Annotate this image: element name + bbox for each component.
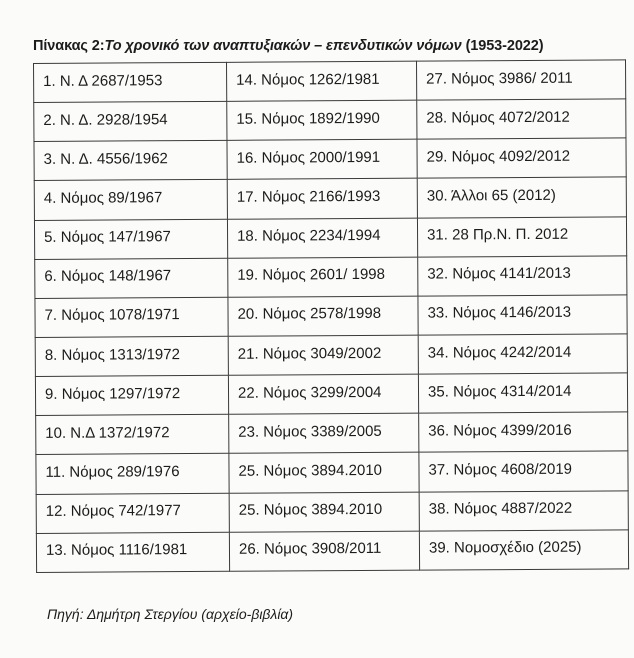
table-cell: 8. Νόμος 1313/1972 bbox=[35, 336, 228, 376]
laws-table bbox=[33, 59, 629, 573]
table-row bbox=[36, 412, 628, 455]
table-cell: 39. Νομοσχέδιο (2025) bbox=[419, 530, 628, 571]
table-cell: 13. Νόμος 1116/1981 bbox=[36, 532, 229, 572]
table-cell: 17. Νόμος 2166/1993 bbox=[227, 179, 417, 219]
table-cell: 10. Ν.Δ 1372/1972 bbox=[36, 415, 229, 455]
table-cell: 18. Νόμος 2234/1994 bbox=[227, 218, 417, 258]
table-row bbox=[35, 373, 627, 416]
table-cell: 11. Νόμος 289/1976 bbox=[36, 454, 229, 494]
table-cell: 28. Νόμος 4072/2012 bbox=[417, 99, 626, 139]
table-cell: 25. Νόμος 3894.2010 bbox=[229, 453, 419, 493]
source-note: Πηγή: Δημήτρη Στεργίου (αρχείο-βιβλία) bbox=[47, 606, 294, 622]
table-cell: 37. Νόμος 4608/2019 bbox=[419, 451, 628, 491]
table-cell: 5. Νόμος 147/1967 bbox=[34, 219, 227, 259]
table-cell: 20. Νόμος 2578/1998 bbox=[228, 296, 418, 336]
table-cell: 14. Νόμος 1262/1981 bbox=[226, 61, 416, 101]
table-cell: 30. Άλλοι 65 (2012) bbox=[417, 177, 626, 217]
table-cell: 4. Νόμος 89/1967 bbox=[34, 180, 227, 220]
table-cell: 33. Νόμος 4146/2013 bbox=[418, 295, 627, 335]
table-row bbox=[35, 256, 627, 299]
table-cell: 32. Νόμος 4141/2013 bbox=[418, 256, 627, 296]
laws-table-body bbox=[34, 60, 629, 573]
table-cell: 21. Νόμος 3049/2002 bbox=[228, 335, 418, 375]
table-row bbox=[36, 530, 628, 573]
table-row bbox=[35, 295, 627, 338]
table-cell: 26. Νόμος 3908/2011 bbox=[229, 531, 419, 571]
table-caption bbox=[33, 38, 623, 54]
table-cell: 1. Ν. Δ 2687/1953 bbox=[34, 62, 227, 102]
table-cell: 12. Νόμος 742/1977 bbox=[36, 493, 229, 533]
table-cell: 34. Νόμος 4242/2014 bbox=[418, 334, 627, 374]
table-cell: 19. Νόμος 2601/ 1998 bbox=[228, 257, 418, 297]
table-row bbox=[34, 177, 626, 220]
table-cell: 29. Νόμος 4092/2012 bbox=[417, 138, 626, 178]
caption-years: (1953-2022) bbox=[465, 38, 544, 54]
table-cell: 2. Ν. Δ. 2928/1954 bbox=[34, 101, 227, 141]
table-row bbox=[36, 490, 628, 533]
table-row bbox=[34, 138, 626, 181]
table-row bbox=[36, 451, 628, 494]
table-cell: 22. Νόμος 3299/2004 bbox=[228, 374, 418, 414]
table-row bbox=[34, 99, 626, 142]
caption-title: Το χρονικό των αναπτυξιακών – επενδυτικών νόμων bbox=[104, 38, 462, 54]
table-row bbox=[34, 216, 626, 259]
table-cell: 35. Νόμος 4314/2014 bbox=[418, 373, 627, 413]
table-cell: 15. Νόμος 1892/1990 bbox=[227, 100, 417, 140]
table-cell: 6. Νόμος 148/1967 bbox=[35, 258, 228, 298]
table-cell: 3. Ν. Δ. 4556/1962 bbox=[34, 141, 227, 181]
table-row bbox=[34, 60, 626, 103]
table-row bbox=[35, 334, 627, 377]
table-cell: 25. Νόμος 3894.2010 bbox=[229, 492, 419, 532]
caption-label: Πίνακας 2: bbox=[33, 38, 105, 54]
table-cell: 16. Νόμος 2000/1991 bbox=[227, 139, 417, 179]
table-cell: 27. Νόμος 3986/ 2011 bbox=[416, 60, 625, 100]
table-cell: 36. Νόμος 4399/2016 bbox=[419, 412, 628, 452]
table-cell: 9. Νόμος 1297/1972 bbox=[35, 375, 228, 415]
laws-table-wrapper bbox=[33, 59, 628, 573]
table-cell: 31. 28 Πρ.Ν. Π. 2012 bbox=[417, 216, 626, 256]
table-cell: 38. Νόμος 4887/2022 bbox=[419, 490, 628, 530]
table-cell: 7. Νόμος 1078/1971 bbox=[35, 297, 228, 337]
table-cell: 23. Νόμος 3389/2005 bbox=[229, 413, 419, 453]
